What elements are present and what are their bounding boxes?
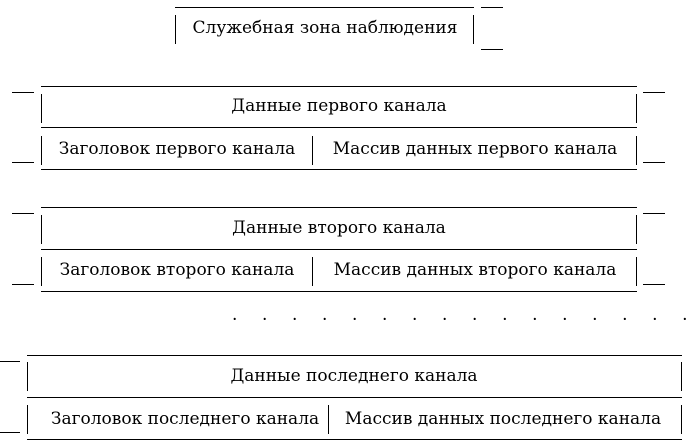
channel-data-cell: Массив данных второго канала [333,260,617,280]
service-zone-left-bar [175,15,176,44]
service-zone-right-tick-bottom [481,49,503,50]
channel-left-bar-lower [41,257,42,286]
channel-left-bar-lower [27,405,28,434]
channel-data-cell: Массив данных последнего канала [344,409,662,429]
channel-title: Данные второго канала [232,218,446,238]
channel-bottom-rule [27,439,682,440]
channel-left-bar [27,362,28,391]
service-zone-top-rule [175,7,474,8]
cell-divider [312,257,313,286]
channel-middle-rule [41,127,637,128]
ellipsis-dots: · · · · · · · · · · · · · · · · [232,310,698,330]
channel-right-bar-lower [636,257,637,286]
channel-title: Данные последнего канала [230,366,478,386]
channel-right-bar [636,215,637,244]
channel-middle-rule [41,249,637,250]
channel-right-bar [636,94,637,123]
channel-data-cell: Массив данных первого канала [332,139,618,159]
channel-header-cell: Заголовок последнего канала [50,409,320,429]
right-tick-bottom [643,284,665,285]
channel-bottom-rule [41,291,637,292]
channel-header-cell: Заголовок второго канала [59,260,295,280]
left-tick-bottom [0,432,20,433]
channel-top-rule [41,86,637,87]
channel-right-bar-lower [681,405,682,434]
service-zone-label: Служебная зона наблюдения [192,18,458,38]
left-tick-top [12,213,34,214]
channel-bottom-rule [41,169,637,170]
service-zone-right-tick-top [481,7,503,8]
channel-header-cell: Заголовок первого канала [58,139,296,159]
channel-left-bar [41,215,42,244]
channel-title: Данные первого канала [231,96,447,116]
cell-divider [328,405,329,434]
left-tick-bottom [12,162,34,163]
channel-middle-rule [27,397,682,398]
channel-left-bar [41,94,42,123]
channel-top-rule [41,207,637,208]
left-tick-top [0,361,20,362]
left-tick-top [12,92,34,93]
channel-top-rule [27,355,682,356]
cell-divider [312,136,313,165]
channel-left-bar-lower [41,136,42,165]
right-tick-top [643,213,665,214]
service-zone-right-bar [473,15,474,44]
right-tick-bottom [643,162,665,163]
channel-right-bar-lower [636,136,637,165]
right-tick-top [643,92,665,93]
channel-right-bar [681,362,682,391]
left-tick-bottom [12,284,34,285]
